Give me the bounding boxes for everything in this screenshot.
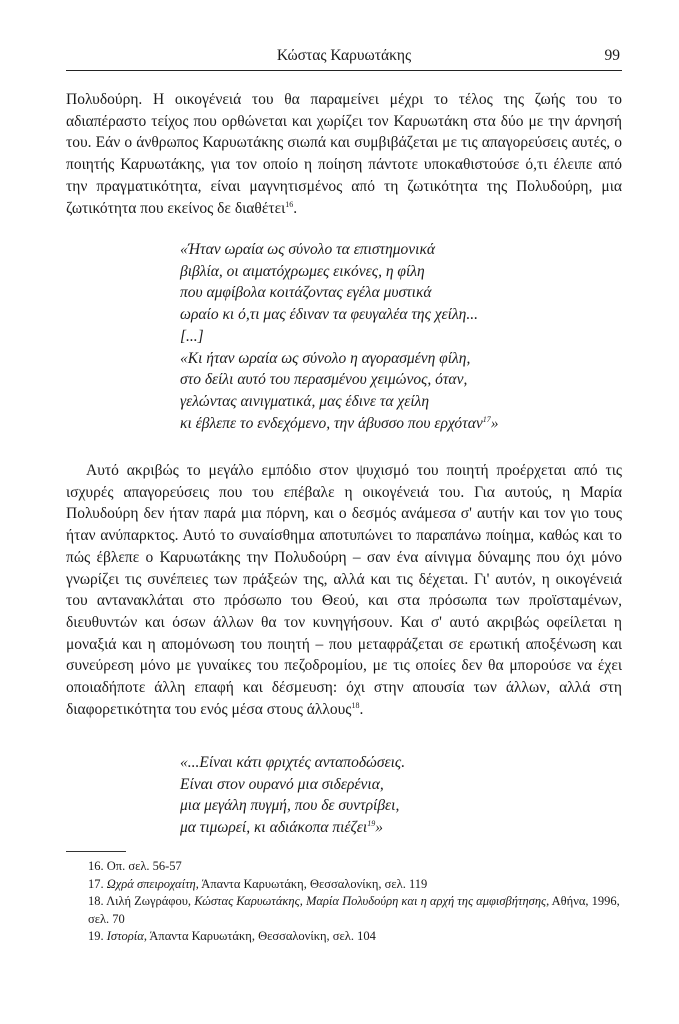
poem-1-line: που αμφίβολα κοιτάζοντας εγέλα μυστικά bbox=[180, 284, 432, 302]
paragraph-1-text: Πολυδούρη. Η οικογένειά του θα παραμείνει μέχρι το τέλος της ζωής του το αδιαπέραστο τείχος που ορθώνεται και χωρίζει τον Καρυωτάκη στα δύο με την άρνησή του. Εάν ο άνθρωπος Καρυωτάκης σιωπά και συμβιβάζεται με τις απαγορεύσεις αυτές, ο ποιητής Καρυωτάκης, για τον οποίο η ποίηση πάντοτε υποκαθιστούσε ό,τι έλειπε από την πραγματικότητα, είναι μαγνητισμένος από τη ζωτικότητα της Πολυδούρη, μια ζωτικότητα που εκείνος δε διαθέτει bbox=[66, 91, 622, 217]
paragraph-1 bbox=[66, 89, 622, 219]
poem-2-line: μα τιμωρεί, κι αδιάκοπα πιέζει bbox=[180, 819, 368, 837]
poem-2-close-quote: » bbox=[375, 819, 383, 837]
poem-2-line: μια μεγάλη πυγμή, που δε συντρίβει, bbox=[180, 797, 400, 815]
poem-1-line: κι έβλεπε το ενδεχόμενο, την άβυσσο που ερχόταν bbox=[180, 414, 483, 432]
note-ref-18: 18 bbox=[351, 700, 360, 710]
poem-1-line: στο δείλι αυτό του περασμένου χειμώνος, όταν, bbox=[180, 371, 468, 389]
footnote-text: Οπ. σελ. 56-57 bbox=[106, 859, 182, 873]
footnote-number: 18. bbox=[88, 894, 104, 908]
running-title: Κώστας Καρυωτάκης bbox=[276, 47, 412, 64]
poem-2-line: Είναι στον ουρανό μια σιδερένια, bbox=[180, 775, 384, 793]
footnote-author: Λιλή Ζωγράφου, bbox=[106, 894, 195, 908]
footnote-19 bbox=[66, 928, 622, 946]
note-ref-19: 19 bbox=[367, 818, 376, 828]
poem-1-line: ωραίο κι ό,τι μας έδιναν τα φευγαλέα της χείλη... bbox=[180, 306, 478, 324]
footnote-number: 16. bbox=[88, 859, 104, 873]
footnote-17 bbox=[66, 876, 622, 894]
poem-quote-2 bbox=[180, 752, 610, 839]
footnote-text: , Άπαντα Καρυωτάκη, Θεσσαλονίκη, σελ. 104 bbox=[143, 929, 376, 943]
poem-1-ellipsis: [...] bbox=[180, 327, 204, 345]
footnote-work-title: Κώστας Καρυωτάκης, Μαρία Πολυδούρη και η αρχή της αμφισβήτησης bbox=[194, 894, 547, 908]
page-header bbox=[66, 44, 622, 71]
paragraph-2-end: . bbox=[359, 700, 364, 718]
poem-quote-1 bbox=[180, 239, 610, 434]
paragraph-1-end: . bbox=[293, 199, 298, 217]
footnote-18 bbox=[66, 893, 622, 928]
footnote-rule bbox=[66, 851, 126, 852]
footnote-16 bbox=[66, 858, 622, 876]
poem-1-line: «Ήταν ωραία ως σύνολο τα επιστημονικά bbox=[180, 241, 436, 258]
poem-2-line: «...Είναι κάτι φριχτές ανταποδώσεις. bbox=[180, 754, 406, 771]
footnote-work-title: Ωχρά σπειροχαίτη bbox=[106, 876, 196, 891]
note-ref-16: 16 bbox=[285, 199, 294, 209]
footnote-text: , Αθήνα, 1996, σελ. 70 bbox=[88, 894, 620, 926]
note-ref-17: 17 bbox=[482, 414, 491, 424]
poem-1-line: «Κι ήταν ωραία ως σύνολο η αγορασμένη φίλη, bbox=[180, 349, 471, 367]
footnote-number: 17. bbox=[88, 876, 104, 891]
poem-1-line: βιβλία, οι αιματόχρωμες εικόνες, η φίλη bbox=[180, 262, 425, 280]
paragraph-2 bbox=[66, 460, 622, 720]
poem-1-close-quote: » bbox=[490, 414, 499, 432]
page-number: 99 bbox=[604, 47, 620, 64]
paragraph-2-text: Αυτό ακριβώς το μεγάλο εμπόδιο στον ψυχισμό του ποιητή προέρχεται από τις ισχυρές απαγορεύσεις που του επέβαλε η οικογένειά του. Για αυτούς, η Μαρία Πολυδούρη δεν ήταν παρά μια πόρνη, και ο δεσμός ανάμεσα σ' αυτήν και τον γιο τους ήταν ανύπαρκτος. Αυτό το συναίσθημα αποτυπώνει το παραπάνω ποίημα, καθώς και το πώς έβλεπε ο Καρυωτάκης την Πολυδούρη – σαν ένα αίνιγμα δύναμης που όχι μόνο γνωρίζει τις συνέπειες των πράξεών της, αλλά και τις δέχεται. Γι' αυτόν, η οικογένειά του αντανακλάται στο πρόσωπο του Θεού, και στα πρόσωπα των προϊσταμένων, διευθυντών και όσων άλλων θα τον κυνηγήσουν. Και σ' αυτό ακριβώς οφείλεται η μοναξιά και η απομόνωση του ποιητή – που μεταφράζεται σε ερωτική αποξένωση και συνεύρεση μόνο με γυναίκες του πεζοδρομίου, με τις οποίες δεν θα μπορούσε να έχει οποιαδήποτε άλλη επαφή και δέσμευση: όχι στην απουσία των άλλων, αλλά στη διαφορετικότητα του ενός μέσα στους άλλους bbox=[66, 462, 622, 718]
footnote-text: , Άπαντα Καρυωτάκη, Θεσσαλονίκη, σελ. 119 bbox=[195, 876, 428, 891]
footnote-work-title: Ιστορία bbox=[106, 929, 144, 943]
footnote-number: 19. bbox=[88, 929, 104, 943]
poem-1-line: γελώντας αινιγματικά, μας έδινε τα χείλη bbox=[180, 392, 430, 410]
footnotes bbox=[66, 858, 622, 946]
